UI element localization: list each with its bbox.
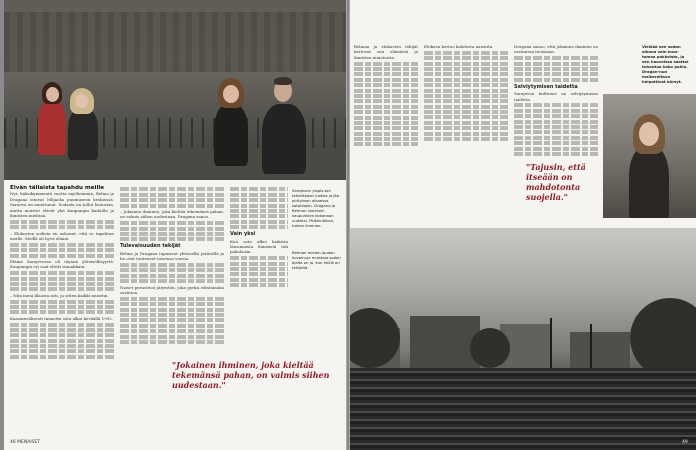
text-line	[10, 220, 114, 224]
text-line	[230, 204, 288, 208]
text-line	[354, 78, 418, 82]
text-line	[120, 263, 224, 267]
text-line	[120, 302, 224, 306]
text-line	[424, 137, 508, 141]
text-line	[230, 262, 288, 266]
text-line	[354, 99, 418, 103]
body-paragraph: Nyt, kaksikymmentä vuotta myöhemmin, Belma ja Dragana istuvat Mlijacka puumuseon keskiössä. Saraeva on muuttunut. Sodasta on tullut historiaa, mutta muistot elävät yhä kaupungin kaduilla ja ihmisten mielissä.	[10, 191, 114, 219]
subheading: Vain yksi	[230, 231, 256, 238]
text-line	[514, 147, 598, 151]
text-line	[10, 355, 114, 359]
text-line	[514, 67, 598, 71]
text-line	[10, 349, 114, 353]
photo-caption: Sarajevon ylopis-ton tekniikkaan luokka ja jäk-pirityksen alkaessa sotatilojen. Dragana ja Belman luomiset kaupunkien kokonaan uudeksi. Pelkkinäinen, tuleva ihminen.	[292, 188, 341, 228]
page-folio: 46 MENAISET	[10, 440, 41, 445]
photo-caption: Vieläkö sen sodan aikana vain muu-tamaa pakkaista, ja sen haavoissa saattoi tuhoutua koko pahia. Dragan-nun maikeroitava helpottivat kärsyt.	[642, 44, 689, 84]
text-line	[120, 324, 224, 328]
text-line	[514, 120, 598, 124]
text-line	[424, 67, 508, 71]
text-line	[514, 152, 598, 156]
text-line	[230, 256, 288, 260]
text-line	[354, 94, 418, 98]
body-paragraph: Elämä Sarajevossa oli täynnä yhteisöllisyyttä. Kaupungin eri osat elivät rinnakkain.	[10, 258, 114, 270]
text-line	[424, 126, 508, 130]
text-line	[230, 193, 288, 197]
text-line	[354, 137, 418, 141]
text-line	[514, 114, 598, 118]
person-hair	[274, 77, 292, 85]
portrait-photo	[603, 94, 696, 218]
text-line	[10, 243, 114, 247]
body-paragraph: Kun sota alkoi kaikista länsimaista ihmisistä tuli pakolaisia.	[230, 238, 288, 255]
text-line	[120, 227, 224, 231]
text-line	[120, 204, 224, 208]
text-line	[120, 308, 224, 312]
text-line	[10, 344, 114, 348]
text-line	[424, 132, 508, 136]
text-line	[120, 340, 224, 344]
text-line	[230, 187, 288, 191]
text-line	[514, 62, 598, 66]
text-line	[514, 56, 598, 60]
text-line	[230, 220, 288, 224]
text-line	[354, 105, 418, 109]
text-line	[10, 310, 114, 314]
text-line	[120, 237, 224, 241]
text-line	[10, 287, 114, 291]
text-line	[10, 248, 114, 252]
photo-building	[410, 316, 480, 368]
text-line	[120, 279, 224, 283]
body-paragraph: Elokuva kertoo kahdesta naisesta.	[424, 44, 494, 49]
photo-lamp-post	[550, 318, 552, 370]
photo-caption-2: Belman mielen-laudan kuvamuja muistoja sodan ajalta on ja, kun heillä on tekijöitä.	[292, 250, 341, 270]
body-paragraph: – Niin meni illaasta asti, ja sitten kaikki muuttui.	[10, 292, 109, 298]
text-line	[120, 318, 224, 322]
person-face	[46, 87, 59, 102]
person-man	[262, 104, 306, 174]
page-folio: 49	[682, 440, 688, 445]
photo-river	[350, 368, 696, 450]
left-column-3	[230, 186, 288, 289]
person-face	[75, 94, 88, 108]
text-line	[120, 232, 224, 236]
text-line	[514, 103, 598, 107]
right-page	[350, 0, 696, 450]
text-line	[424, 72, 508, 76]
pull-quote: "Tajusin, että itseään on mahdotonta suojella."	[526, 162, 586, 202]
text-line	[120, 187, 224, 191]
person-woman-dark	[68, 108, 98, 160]
text-line	[354, 132, 418, 136]
text-line	[354, 116, 418, 120]
text-line	[120, 313, 224, 317]
person-face	[223, 85, 239, 103]
text-line	[120, 329, 224, 333]
text-line	[354, 110, 418, 114]
text-line	[424, 56, 508, 60]
text-line	[10, 328, 114, 332]
person-woman-red	[38, 100, 66, 155]
text-line	[424, 78, 508, 82]
city-river-photo	[350, 228, 696, 450]
text-line	[230, 198, 288, 202]
text-line	[514, 109, 598, 113]
left-column-2	[120, 186, 224, 345]
text-line	[120, 198, 224, 202]
body-paragraph: Sarajevon kulttuuri on selviytymisen taidetta.	[514, 91, 598, 102]
subheading: Selviytymisen taidetta	[514, 83, 578, 90]
text-line	[514, 141, 598, 145]
person-face	[639, 122, 659, 146]
text-line	[424, 110, 508, 114]
text-line	[10, 339, 114, 343]
text-line	[514, 72, 598, 76]
text-line	[230, 209, 288, 213]
body-paragraph: – Elokuvien sodista en uskonut, että se tapahtuu meille. Meillä oli hyvä elämä.	[10, 230, 114, 242]
text-line	[230, 214, 288, 218]
text-line	[514, 130, 598, 134]
text-line	[514, 78, 598, 82]
photo-building	[570, 332, 630, 368]
photo-tree	[470, 328, 510, 368]
text-line	[10, 254, 114, 258]
text-line	[424, 94, 508, 98]
body-paragraph: Belma ja Dragana tapasivat yhteisellä ystävällä ja he ovat tunteneet toisensa vuosia.	[120, 250, 224, 262]
text-line	[230, 283, 288, 287]
text-line	[424, 62, 508, 66]
body-paragraph: – Jokainen ihminen, joka kieltää tekemänsä pahan, on valmis siihen uudestaan, Dragana sanoo.	[120, 208, 224, 220]
text-line	[120, 297, 224, 301]
text-line	[230, 278, 288, 282]
text-line	[354, 142, 418, 146]
text-line	[10, 277, 114, 281]
body-paragraph: Naiset perustivat järjestön, joka pyrkii edistämään sovintoa.	[120, 284, 224, 295]
text-line	[120, 268, 224, 272]
text-line	[354, 83, 418, 87]
text-line	[354, 126, 418, 130]
photo-tree	[630, 298, 696, 378]
text-line	[424, 121, 508, 125]
section-heading: Elvän tällaista tapahdu meille	[10, 185, 105, 191]
text-line	[424, 51, 508, 55]
body-paragraph: Dragana sanoo, että jokainen ihminen on vastuussa teoistaan.	[514, 44, 598, 55]
text-line	[120, 221, 224, 225]
text-line	[424, 99, 508, 103]
photo-lamp-post	[590, 324, 592, 370]
left-column-1	[10, 186, 114, 360]
text-line	[10, 271, 114, 275]
text-line	[120, 335, 224, 339]
text-line	[230, 272, 288, 276]
person-woman-black	[214, 104, 248, 166]
body-paragraph: Belman ja elokuvien tekijät kertovat sen elämästä ja ihmisten muistoista.	[354, 44, 418, 60]
text-line	[10, 300, 114, 304]
text-line	[424, 83, 508, 87]
right-column-3	[514, 44, 598, 157]
text-line	[230, 225, 288, 229]
text-line	[514, 136, 598, 140]
text-line	[354, 121, 418, 125]
text-line	[10, 323, 114, 327]
text-line	[120, 193, 224, 197]
text-line	[354, 67, 418, 71]
text-line	[230, 267, 288, 271]
text-line	[10, 282, 114, 286]
right-column-1	[354, 44, 418, 148]
text-line	[354, 72, 418, 76]
text-line	[424, 105, 508, 109]
left-page	[4, 0, 346, 450]
interview-photo	[4, 0, 346, 180]
text-line	[120, 274, 224, 278]
text-line	[424, 115, 508, 119]
subheading: Tulevaisuuden tekijät	[120, 243, 181, 250]
text-line	[354, 89, 418, 93]
person-woman	[629, 146, 669, 218]
pull-quote: "Jokainen ihminen, joka kieltää tekemänsä pahan, on valmis siihen uudestaan."	[172, 360, 330, 390]
text-line	[514, 125, 598, 129]
text-line	[10, 225, 114, 229]
body-paragraph: Kansainvälisesti tunnettu sota alkoi keväällä 1992.	[10, 315, 114, 321]
photo-roof	[4, 12, 346, 72]
text-line	[354, 62, 418, 66]
right-column-2	[424, 44, 508, 142]
text-line	[424, 89, 508, 93]
text-line	[10, 305, 114, 309]
text-line	[10, 333, 114, 337]
